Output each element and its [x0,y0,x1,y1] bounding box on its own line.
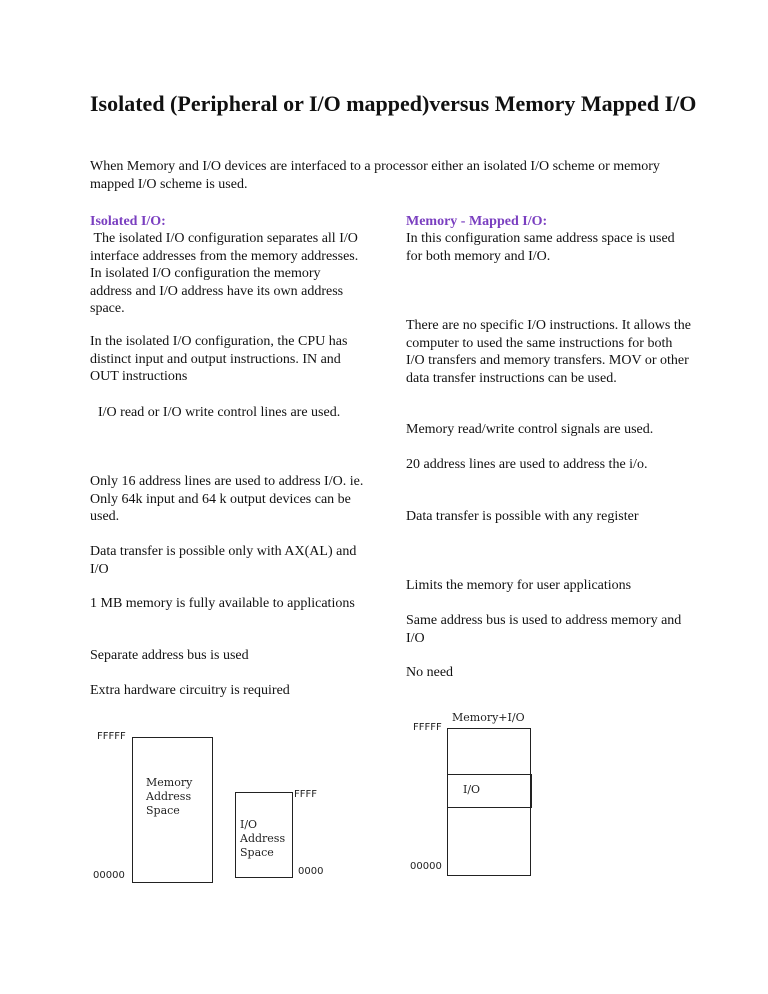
memory-mapped-io-p8: No need [406,665,454,680]
mapped-bottom-address: 00000 [410,861,442,872]
isolated-io-p4: Only 16 address lines are used to address I/O. ie. Only 64k input and 64 k output devices can be used. [90,474,364,524]
memory-mapped-io-heading: Memory - Mapped I/O: [406,214,548,229]
page-title: Isolated (Peripheral or I/O mapped)versus Memory Mapped I/O [90,91,697,116]
io-top-address: FFFF [294,789,318,800]
io-bottom-address: 0000 [298,866,324,877]
memory-mapped-io-p6: Limits the memory for user applications [406,578,632,593]
io-space-label-2: Address [240,832,286,845]
memory-space-label-2: Address [146,790,192,803]
memory-top-address: FFFFF [97,731,126,742]
memory-mapped-io-p7: Same address bus is used to address memory and I/O [406,613,682,646]
isolated-io-p1: The isolated I/O configuration separates all I/O interface addresses from the memory addresses. In isolated I/O configuration the memory address and I/O address have its own address space. [90,231,362,316]
isolated-io-p6: 1 MB memory is fully available to applications [90,596,355,611]
isolated-io-p2: In the isolated I/O configuration, the CPU has distinct input and output instructions. IN and OUT instructions [90,334,348,384]
memory-mapped-io-p2: There are no specific I/O instructions. It allows the computer to used the same instructions for both I/O transfers and memory transfers. MOV or other data transfer instructions can be used. [406,318,691,386]
memory-mapped-io-p1: In this configuration same address space is used for both memory and I/O. [406,231,675,264]
isolated-io-p8: Extra hardware circuitry is required [90,683,290,698]
io-region-label: I/O [463,783,481,796]
memory-plus-io-caption: Memory+I/O [452,711,525,724]
isolated-io-p5: Data transfer is possible only with AX(AL) and I/O [90,544,357,577]
mapped-top-address: FFFFF [413,722,442,733]
intro-paragraph: When Memory and I/O devices are interfaced to a processor either an isolated I/O scheme or memory mapped I/O scheme is used. [90,159,660,192]
memory-space-label-3: Space [146,804,180,817]
isolated-io-p3: I/O read or I/O write control lines are used. [98,405,341,420]
io-space-label-1: I/O [240,818,258,831]
memory-space-label-1: Memory [146,776,193,789]
isolated-io-heading: Isolated I/O: [90,214,166,229]
memory-mapped-io-p3: Memory read/write control signals are used. [406,422,654,437]
memory-mapped-io-p5: Data transfer is possible with any register [406,509,639,524]
memory-mapped-io-p4: 20 address lines are used to address the i/o. [406,457,648,472]
io-space-label-3: Space [240,846,274,859]
io-region-box [447,774,532,808]
memory-bottom-address: 00000 [93,870,125,881]
isolated-io-p7: Separate address bus is used [90,648,249,663]
